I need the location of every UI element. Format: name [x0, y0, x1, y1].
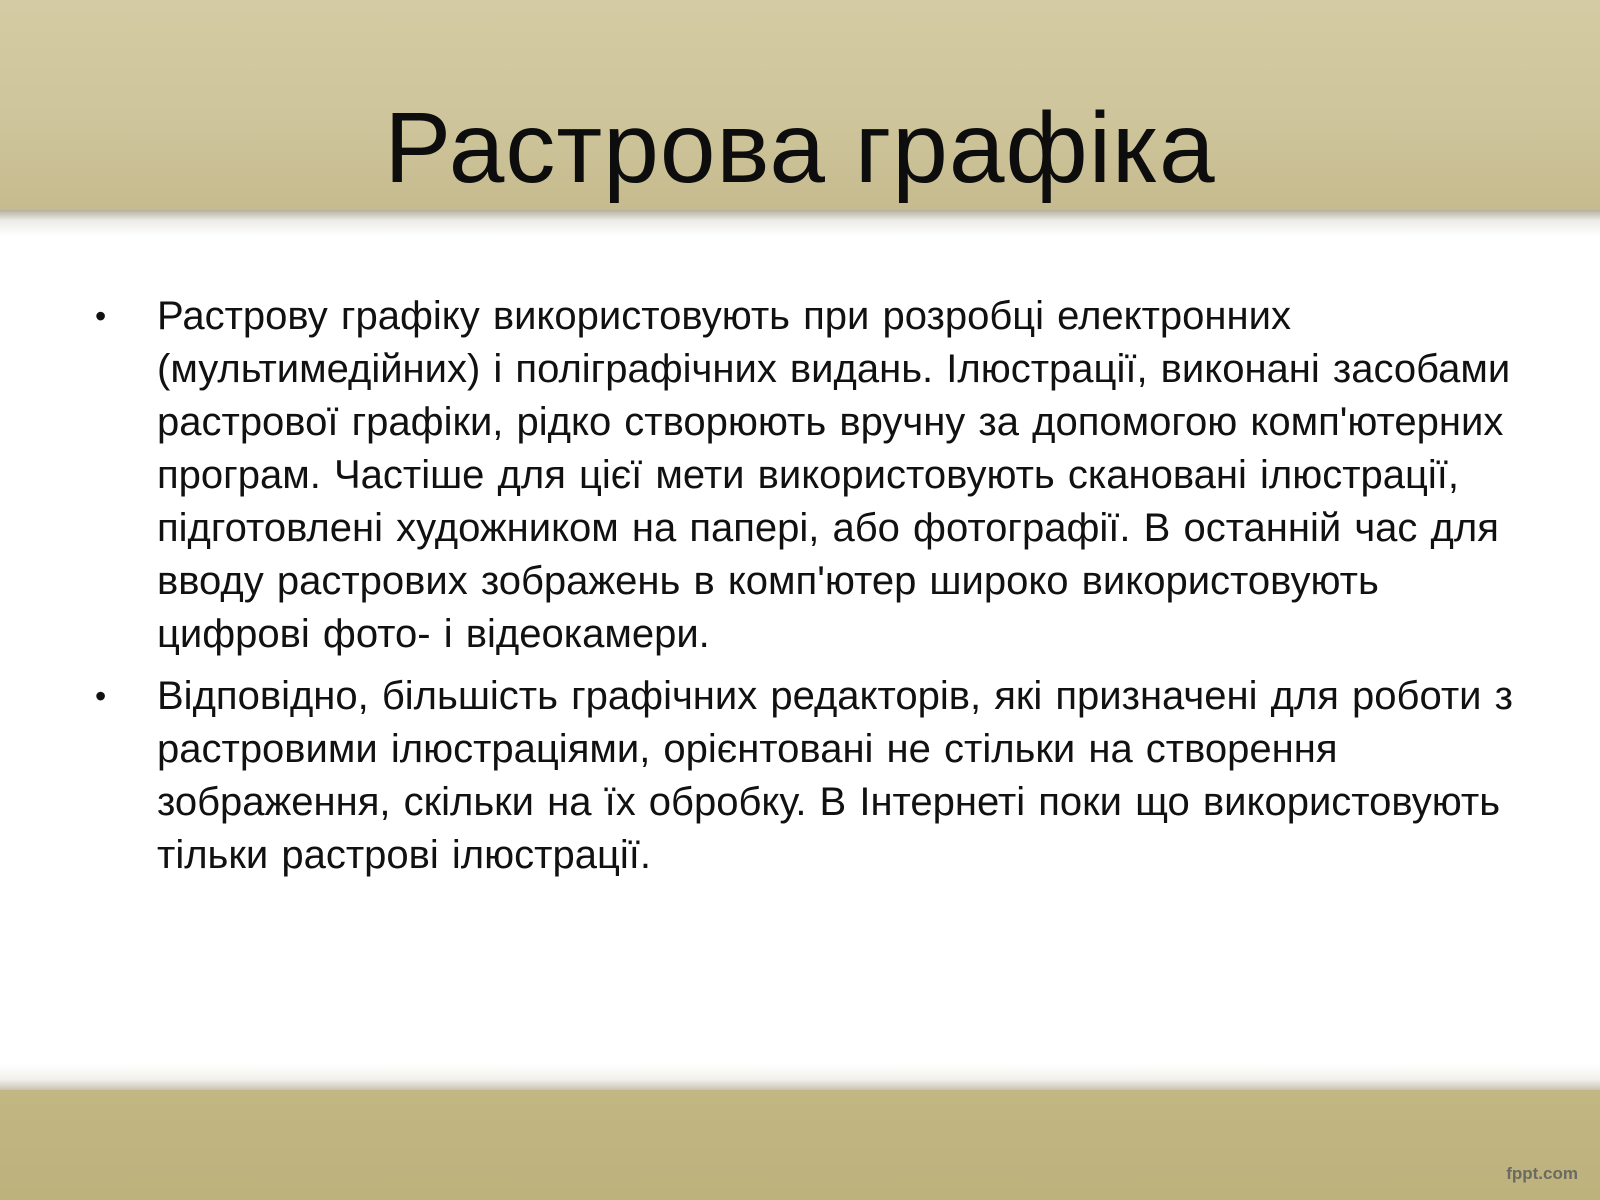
footer-shadow — [0, 1064, 1600, 1092]
bullet-marker: • — [95, 298, 107, 334]
bullet-text: Відповідно, більшість графічних редакторів, які призначені для роботи з растровими ілюстраціями, орієнтовані не стільки на створення зображення, скільки на їх обробку. В Інтернеті поки що використовують тільки растрові ілюстрації. — [157, 674, 1513, 877]
bullet-item — [92, 290, 1522, 661]
footer-band — [0, 1090, 1600, 1200]
bullet-item — [92, 670, 1522, 882]
slide-title: Растрова графіка — [384, 92, 1216, 204]
header-shadow — [0, 210, 1600, 236]
slide-content — [92, 290, 1522, 891]
bullet-marker: • — [95, 678, 107, 714]
bullet-list — [92, 290, 1522, 882]
bullet-text: Растрову графіку використовують при розробці електронних (мультимедійних) і поліграфічних видань. Ілюстрації, виконані засобами растрової графіки, рідко створюють вручну за допомогою комп'ютерних програм. Частіше для цієї мети використовують скановані ілюстрації, підготовлені художником на папері, або фотографії. В останній час для вводу растрових зображень в комп'ютер широко використовують цифрові фото- і відеокамери. — [157, 294, 1511, 656]
watermark: fppt.com — [1506, 1164, 1578, 1183]
